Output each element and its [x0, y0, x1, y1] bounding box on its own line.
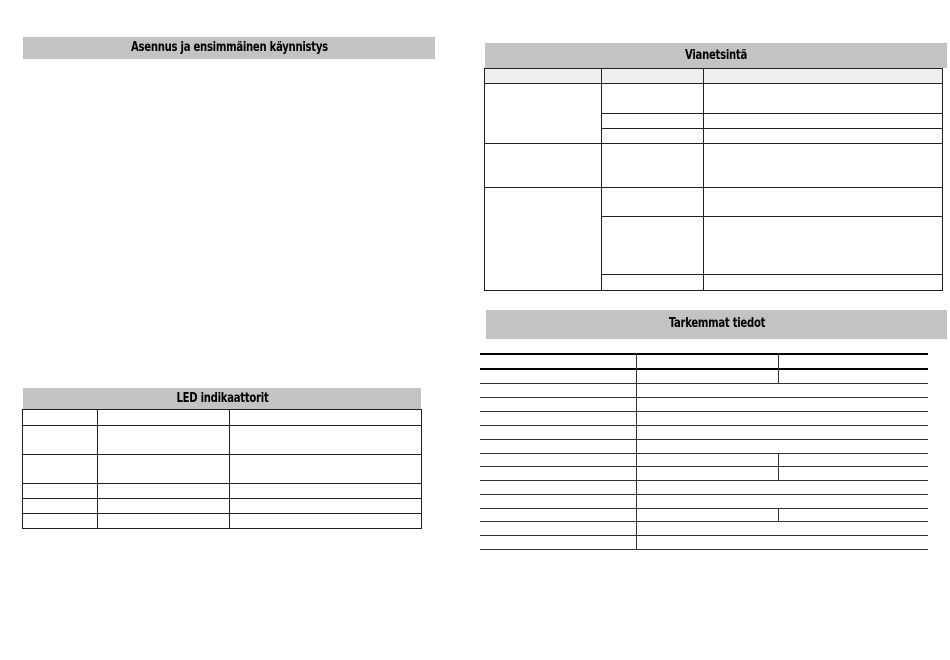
specs-section-title: Tarkemmat tiedot: [668, 316, 765, 331]
led-indicator-table: [22, 409, 422, 529]
led-section-header: [23, 388, 421, 409]
specs-column-divider: [636, 353, 637, 549]
specs-row-line: [480, 411, 928, 412]
specs-row-line: [480, 508, 928, 509]
troubleshooting-section-title: Vianetsintä: [685, 48, 747, 63]
specs-row-line: [480, 549, 928, 550]
table-row: [23, 426, 422, 455]
specs-row-line: [480, 383, 928, 384]
troubleshooting-table: [484, 68, 943, 291]
table-row: [485, 84, 943, 114]
specs-header-bottom-rule: [480, 368, 928, 370]
table-row: [485, 69, 943, 84]
table-row: [485, 144, 943, 188]
table-row: [23, 499, 422, 514]
specs-column-divider: [778, 453, 779, 480]
specs-header-top-rule: [480, 353, 928, 355]
specs-row-line: [480, 466, 928, 467]
install-section-title: Asennus ja ensimmäinen käynnistys: [130, 40, 328, 55]
install-section-header: [23, 37, 435, 59]
specs-section-header: [486, 310, 947, 339]
specs-row-line: [480, 453, 928, 454]
specs-row-line: [480, 425, 928, 426]
table-row: [23, 514, 422, 529]
specs-row-line: [480, 535, 928, 536]
specs-column-divider: [778, 508, 779, 521]
table-row: [23, 484, 422, 499]
specs-row-line: [480, 439, 928, 440]
specs-row-line: [480, 521, 928, 522]
led-section-title: LED indikaattorit: [175, 391, 268, 406]
table-row: [23, 410, 422, 426]
table-row: [23, 455, 422, 484]
specs-column-divider: [778, 353, 779, 384]
troubleshooting-section-header: [485, 43, 947, 68]
specs-row-line: [480, 397, 928, 398]
specs-row-line: [480, 494, 928, 495]
specs-row-line: [480, 480, 928, 481]
table-row: [485, 188, 943, 217]
